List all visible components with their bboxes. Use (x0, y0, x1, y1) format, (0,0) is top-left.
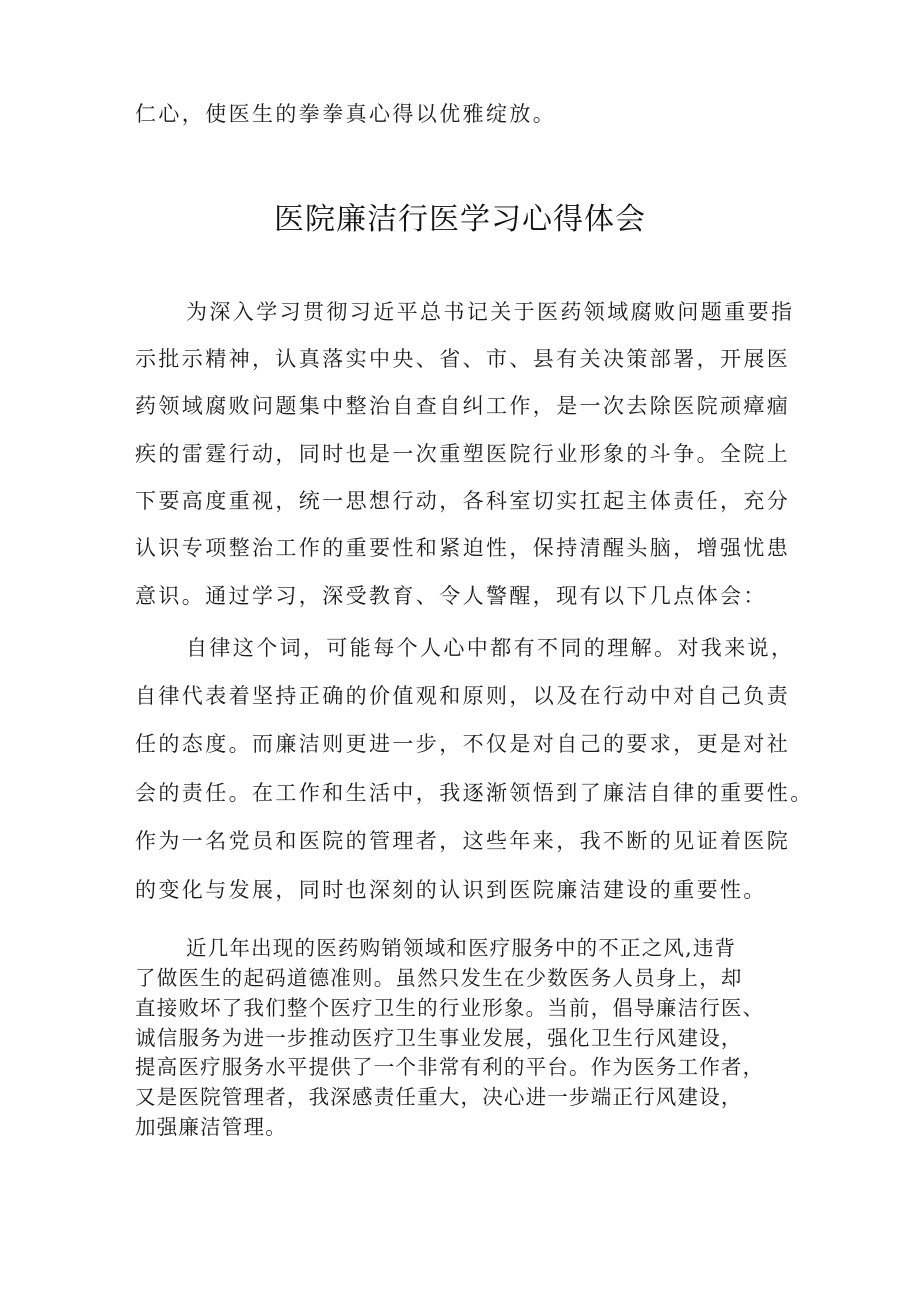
paragraph-line: 自律这个词，可能每个人心中都有不同的理解。对我来说， (186, 636, 795, 660)
paragraph-line: 作为一名党员和医院的管理者，这些年来，我不断的见证着医院 (135, 829, 791, 853)
document-title: 医院廉洁行医学习心得体会 (274, 202, 646, 237)
paragraph-line: 了做医生的起码道德准则。虽然只发生在少数医务人员身上，却 (135, 966, 743, 990)
paragraph-line: 提高医疗服务水平提供了一个非常有利的平台。作为医务工作者， (135, 1055, 765, 1079)
carryover-line: 仁心，使医生的拳拳真心得以优雅绽放。 (135, 102, 557, 126)
paragraph-line: 近几年出现的医药购销领域和医疗服务中的不正之风,违背 (186, 936, 737, 960)
paragraph-line: 的变化与发展，同时也深刻的认识到医院廉洁建设的重要性。 (135, 878, 767, 902)
paragraph-line: 自律代表着坚持正确的价值观和原则，以及在行动中对自己负责 (135, 684, 791, 708)
paragraph-line: 认识专项整治工作的重要性和紧迫性，保持清醒头脑，增强忧患 (135, 536, 791, 560)
paragraph-line: 下要高度重视，统一思想行动，各科室切实扛起主体责任，充分 (135, 489, 791, 513)
paragraph-line: 诚信服务为进一步推动医疗卫生事业发展，强化卫生行风建设， (135, 1026, 743, 1050)
paragraph-line: 为深入学习贯彻习近平总书记关于医药领域腐败问题重要指 (186, 300, 795, 324)
paragraph-line: 药领域腐败问题集中整治自查自纠工作，是一次去除医院顽瘴痼 (135, 394, 791, 418)
paragraph-line: 会的责任。在工作和生活中，我逐渐领悟到了廉洁自律的重要性。 (135, 781, 814, 805)
paragraph-line: 任的态度。而廉洁则更进一步，不仅是对自己的要求，更是对社 (135, 732, 791, 756)
paragraph-line: 加强廉洁管理。 (135, 1115, 287, 1139)
paragraph-line: 疾的雷霆行动，同时也是一次重塑医院行业形象的斗争。全院上 (135, 442, 791, 466)
paragraph-line: 又是医院管理者，我深感责任重大，决心进一步端正行风建设， (135, 1085, 743, 1109)
paragraph-line: 直接败坏了我们整个医疗卫生的行业形象。当前，倡导廉洁行医、 (135, 996, 765, 1020)
paragraph-line: 示批示精神，认真落实中央、省、市、县有关决策部署，开展医 (135, 347, 791, 371)
paragraph-line: 意识。通过学习，深受教育、令人警醒，现有以下几点体会： (135, 584, 767, 608)
